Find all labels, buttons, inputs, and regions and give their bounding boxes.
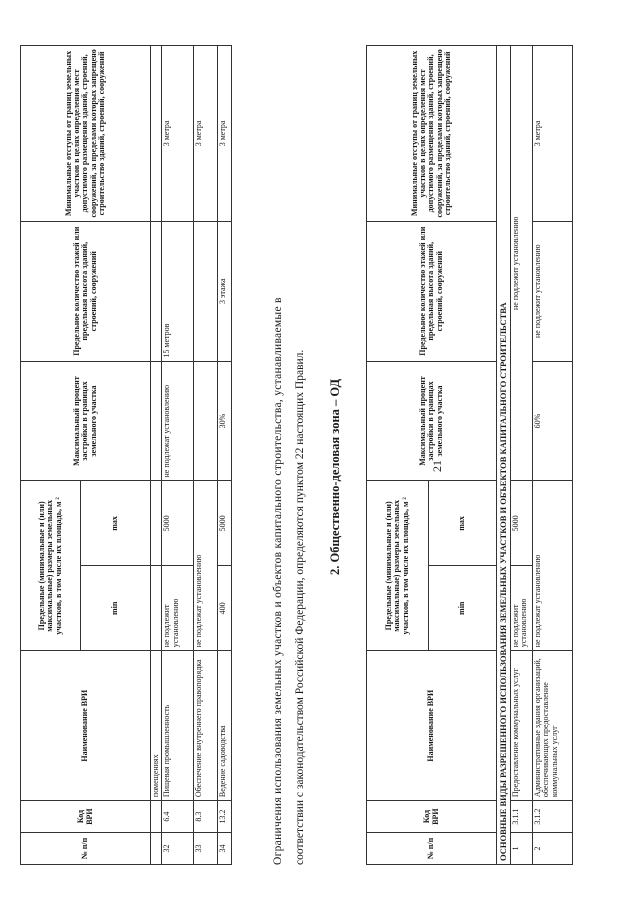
header-floors: Предельное количество этажей или предельная высота зданий, строений, сооружений <box>21 221 151 361</box>
header-min: min <box>429 566 497 651</box>
header-code: Код ВРИ <box>367 801 497 833</box>
header-num: № п/п <box>367 833 497 865</box>
header-max: max <box>81 481 151 566</box>
header-limits: Предельные (минимальные и (или) максимальные) размеры земельных участков, в том числе их площадь, м ² <box>21 481 81 651</box>
header-setback: Минимальные отступы от границ земельных участков в целях определения мест допустимого размещения зданий, строений, сооружений, за пределами которых запрещено строительство зданий, строений, сооружений <box>21 46 151 222</box>
header-code: Код ВРИ <box>21 801 151 833</box>
section-title: ОСНОВНЫЕ ВИДЫ РАЗРЕШЕННОГО ИСПОЛЬЗОВАНИЯ ЗЕМЕЛЬНЫХ УЧАСТКОВ И ОБЪЕКТОВ КАПИТАЛЬНОГО СТРОИТЕЛЬСТВА <box>497 46 511 865</box>
header-limits: Предельные (минимальные и (или) максимальные) размеры земельных участков, в том числе их площадь, м ² <box>367 481 429 651</box>
table-row: 2 3.1.2 Административные здания организаций, обеспечивающих предоставление коммунальных услуг не подлежат установлению 60% не подлежит установлению 3 метра <box>532 46 572 865</box>
table-row: 32 6.4 Пищевая промышленность не подлежит установлению 5000 не подлежат установлению 15 метров 3 метра <box>162 46 194 865</box>
header-floors: Предельное количество этажей или предельная высота зданий, строений, сооружений <box>367 221 497 361</box>
prefix-row-text: помещениях <box>151 651 162 801</box>
header-name: Наименование ВРИ <box>21 651 151 801</box>
header-percent: Максимальный процент застройки в границах земельного участка <box>367 361 497 481</box>
header-num: № п/п <box>21 833 151 865</box>
table-row: 33 8.3 Обеспечение внутреннего правопорядка не подлежат установлению 3 метра <box>194 46 218 865</box>
zoning-table-1 <box>20 45 232 865</box>
header-max: max <box>429 481 497 566</box>
header-setback: Минимальные отступы от границ земельных участков в целях определения мест допустимого размещения зданий, строений, сооружений, за пределами которых запрещено строительство зданий, строений, сооружений <box>367 46 497 222</box>
restrictions-paragraph-cont: соответствии с законодательством Российской Федерации, определяются пунктом 22 настоящих Правил. <box>294 349 306 865</box>
header-min: min <box>81 566 151 651</box>
header-percent: Максимальный процент застройки в границах земельного участка <box>21 361 151 481</box>
restrictions-paragraph: Ограничения использования земельных участков и объектов капитального строительства, устанавливаемые в <box>272 297 284 865</box>
header-name: Наименование ВРИ <box>367 651 497 801</box>
page-number: 21 <box>430 460 444 472</box>
zone-heading: 2. Общественно-деловая зона – ОД <box>328 378 342 575</box>
table-row: 34 13.2 Ведение садоводства 400 5000 30% 3 этажа 3 метра <box>218 46 232 865</box>
zoning-table-2 <box>366 45 573 865</box>
table-row: 1 3.1.1 Предоставление коммунальных услуг не подлежит установлению 5000 не подлежит установлению <box>510 46 532 865</box>
